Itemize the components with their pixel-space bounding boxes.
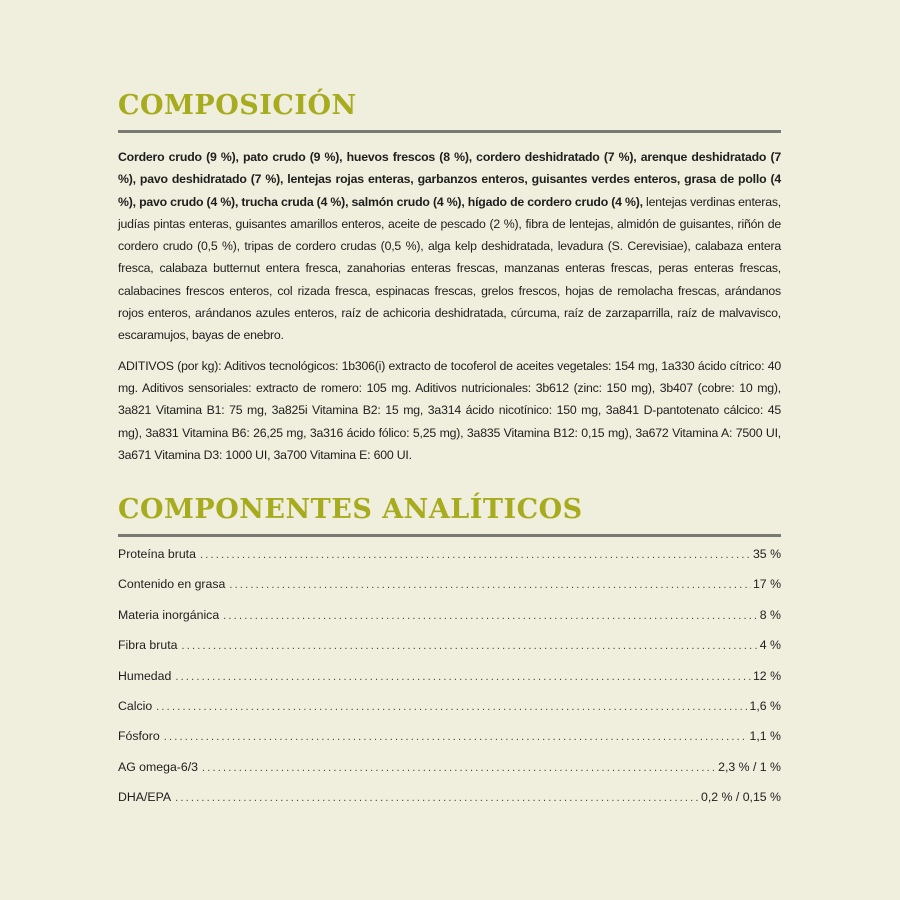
analysis-divider <box>118 534 781 537</box>
row-value: 1,1 % <box>749 729 781 744</box>
dot-leader <box>181 640 757 652</box>
ingredients-main: Cordero crudo (9 %), pato crudo (9 %), huevos frescos (8 %), cordero deshidratado (7 %), arenque deshidratado (7 %), pavo deshidratado (7 %), lentejas rojas enteras, garbanzos enteros, guisantes verdes enteros, grasa de pollo (4 %), pavo crudo (4 %), trucha cruda (4 %), salmón crudo (4 %), hígado de cordero crudo (4 %), <box>118 150 781 209</box>
row-value: 8 % <box>759 607 781 622</box>
composition-divider <box>118 130 781 133</box>
ingredients-paragraph <box>118 146 781 347</box>
analysis-row <box>118 729 781 759</box>
row-value: 17 % <box>752 577 781 592</box>
analysis-list <box>118 547 781 821</box>
dot-leader <box>175 671 751 683</box>
row-value: 2,3 % / 1 % <box>718 759 781 774</box>
composition-title: COMPOSICIÓN <box>118 90 357 121</box>
analysis-row <box>118 547 781 577</box>
dot-leader <box>229 579 751 591</box>
ingredients-rest: lentejas verdinas enteras, judías pintas enteras, guisantes amarillos enteros, aceite de pescado (2 %), fibra de lentejas, almidón de guisantes, riñón de cordero crudo (0,5 %), tripas de cordero crudas (0,5 %), alga kelp deshidratada, levadura (S. Cerevisiae), calabaza entera fresca, calabaza butternut entera fresca, zanahorias enteras frescas, manzanas enteras frescas, peras enteras frescas, calabacines frescos enteros, col rizada fresca, espinacas frescas, grelos frescos, hojas de remolacha frescas, arándanos rojos enteros, arándanos azules enteros, raíz de achicoria deshidratada, cúrcuma, raíz de zarzaparrilla, raíz de malvavisco, escaramujos, bayas de enebro. <box>118 194 781 343</box>
row-label: AG omega-6/3 <box>118 759 198 774</box>
row-value: 1,6 % <box>749 698 781 713</box>
row-label: DHA/EPA <box>118 790 172 805</box>
analysis-row <box>118 577 781 607</box>
analysis-row <box>118 699 781 729</box>
row-label: Contenido en grasa <box>118 577 226 592</box>
row-value: 12 % <box>752 668 781 683</box>
row-value: 4 % <box>759 638 781 653</box>
row-label: Fibra bruta <box>118 638 178 653</box>
dot-leader <box>200 549 751 561</box>
row-label: Humedad <box>118 668 172 683</box>
dot-leader <box>175 792 699 804</box>
analysis-row <box>118 669 781 699</box>
analysis-row <box>118 790 781 820</box>
row-label: Proteína bruta <box>118 547 196 561</box>
row-label: Fósforo <box>118 729 160 744</box>
composition-body <box>118 146 781 474</box>
row-label: Calcio <box>118 698 153 713</box>
analysis-title: COMPONENTES ANALÍTICOS <box>118 494 583 525</box>
dot-leader <box>202 762 716 774</box>
row-value: 35 % <box>752 547 781 561</box>
analysis-row <box>118 760 781 790</box>
row-value: 0,2 % / 0,15 % <box>701 790 781 805</box>
dot-leader <box>223 610 758 622</box>
analysis-row <box>118 638 781 668</box>
additives-paragraph: ADITIVOS (por kg): Aditivos tecnológicos: 1b306(i) extracto de tocoferol de aceites vegetales: 154 mg, 1a330 ácido cítrico: 40 mg. Aditivos sensoriales: extracto de romero: 105 mg. Aditivos nutricionales: 3b612 (zinc: 150 mg), 3b407 (cobre: 10 mg), 3a821 Vitamina B1: 75 mg, 3a825i Vitamina B2: 15 mg, 3a314 ácido nicotínico: 150 mg, 3a841 D-pantotenato cálcico: 45 mg), 3a831 Vitamina B6: 26,25 mg, 3a316 ácido fólico: 5,25 mg), 3a835 Vitamina B12: 0,15 mg), 3a672 Vitamina A: 7500 UI, 3a671 Vitamina D3: 1000 UI, 3a700 Vitamina E: 600 UI. <box>118 358 781 462</box>
row-label: Materia inorgánica <box>118 607 220 622</box>
dot-leader <box>156 701 747 713</box>
analysis-row <box>118 608 781 638</box>
dot-leader <box>164 731 748 743</box>
